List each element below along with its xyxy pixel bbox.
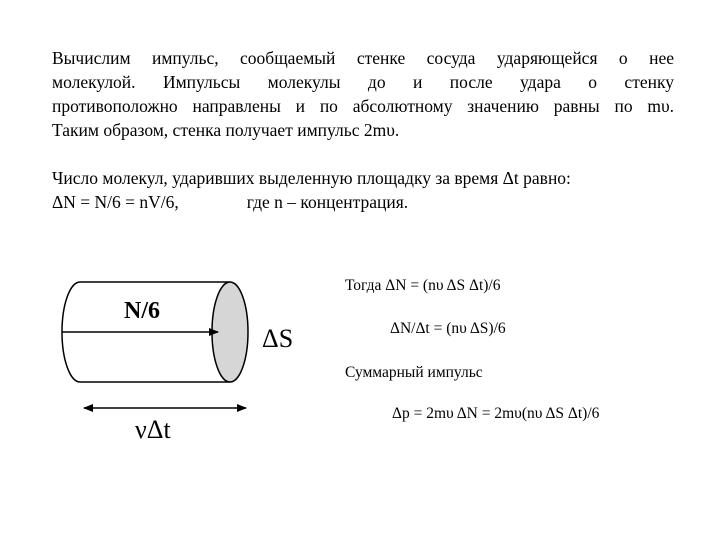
formula-rate: ΔN/Δt = (nυ ΔS)/6: [390, 320, 506, 337]
intro-line-3: противоположно направлены и по абсолютному значению равны по mυ.: [52, 96, 674, 116]
molecule-count-paragraph: [52, 166, 674, 214]
concentration-note: где n – концентрация.: [246, 192, 409, 212]
intro-paragraph: [52, 46, 674, 142]
cylinder-diagram: [40, 270, 330, 450]
intro-line-1: Вычислим импульс, сообщаемый стенке сосуда ударяющейся о нее: [52, 48, 674, 68]
area-label: ΔS: [262, 324, 294, 353]
total-momentum-label: Суммарный импульс: [345, 364, 483, 381]
count-line: Число молекул, ударивших выделенную площадку за время Δt равно:: [52, 168, 571, 188]
formula-momentum: Δp = 2mυ ΔN = 2mυ(nυ ΔS Δt)/6: [392, 405, 600, 422]
intro-line-4: Таким образом, стенка получает импульс 2mυ.: [52, 120, 400, 140]
count-formula: ΔN = N/6 = nV/6,: [52, 192, 179, 212]
intro-line-2: молекулой. Импульсы молекулы до и после удара о стенку: [52, 72, 674, 92]
formula-delta-n: Тогда ΔN = (nυ ΔS Δt)/6: [345, 277, 501, 294]
arrow-label: N/6: [124, 298, 160, 324]
length-label: νΔt: [135, 415, 171, 444]
count-formula-line: [52, 190, 674, 214]
